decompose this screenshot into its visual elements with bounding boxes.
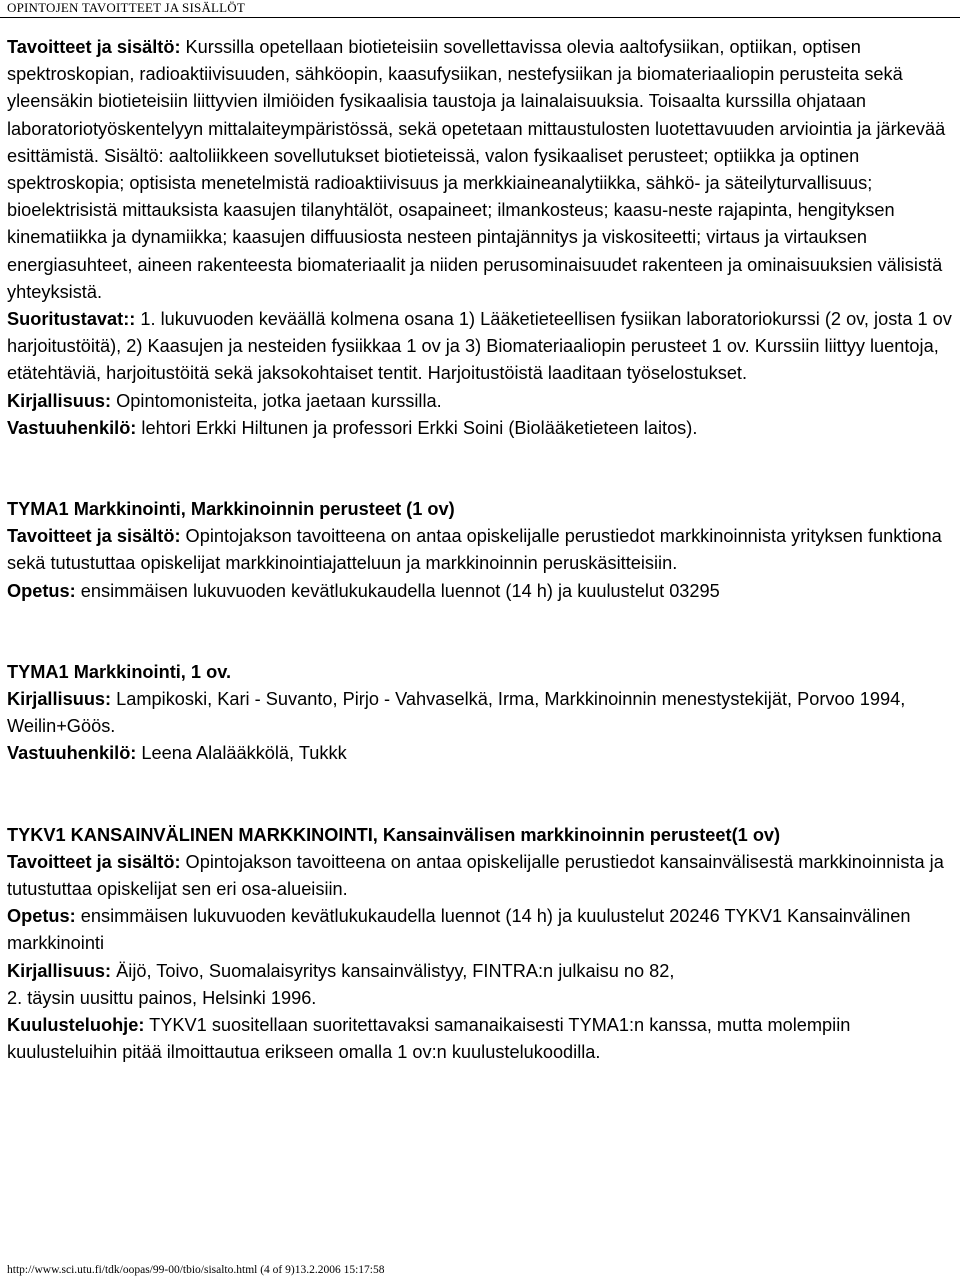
label-literature: Kirjallisuus: xyxy=(7,390,112,411)
label-teaching: Opetus: xyxy=(7,906,76,927)
text-literature: Opintomonisteita, jotka jaetaan kurssilla. xyxy=(111,390,442,411)
label-completion: Suoritustavat:: xyxy=(7,309,136,330)
header-divider xyxy=(0,17,960,18)
course-section-tyma1 xyxy=(7,659,957,768)
text-completion: 1. lukuvuoden keväällä kolmena osana 1) Lääketieteellisen fysiikan laboratoriokurssi (2 ov, josta 1 ov harjoitustöitä), 2) Kaasujen ja nesteiden fysiikkaa 1 ov ja 3) Biomateriaaliopin perusteet 1 ov. Kurssiin liittyy luentoja, etätehtäviä, harjoitustöitä sekä jaksokohtaiset tentit. Harjoitustöistä laaditaan työselostukset. xyxy=(7,309,952,384)
text-goals: Kurssilla opetellaan biotieteisiin sovellettavissa olevia aaltofysiikan, optiikan, optisen spektroskopian, radioaktiivisuuden, sähköopin, kaasufysiikan, nestefysiikan ja biomateriaaliopin perusteita sekä yleensäkin biotieteisiin liittyvien ilmiöiden fysikaalisia taustoja ja lainalaisuuksia. Toisaalta kurssilla ohjataan laboratoriotyöskentelyyn mittalaiteympäristössä, sekä opetetaan mittaustulosten luotettavuuden arviointia ja järkevää esittämistä. Sisältö: aaltoliikkeen sovellutukset biotieteissä, valon fysikaaliset perusteet; optiikka ja optinen spektroskopia; optisista menetelmistä radioaktiivisuus ja merkkiaineanalytiikka, sähkö- ja säteilyturvallisuus; bioelektrisistä mittauksista kaasujen tilanyhtälöt, osapaineet; ilmankosteus; kaasu-neste rajapinta, hengityksen kinematiikka ja dynamiikka; kaasujen diffuusiosta nesteen pintajännitys ja viskositeetti; virtaus ja virtauksen energiasuhteet, aineen rakenteesta biomateriaalit ja niiden perusominaisuudet rakenteen ja ominaisuuksien välisistä yhteyksistä. xyxy=(7,37,946,302)
paragraph-literature xyxy=(7,958,957,985)
course-title: TYKV1 KANSAINVÄLINEN MARKKINOINTI, Kansainvälisen markkinoinnin perusteet(1 ov) xyxy=(7,824,781,845)
label-teaching: Opetus: xyxy=(7,580,76,601)
text-literature: Äijö, Toivo, Suomalaisyritys kansainvälistyy, FINTRA:n julkaisu no 82, xyxy=(111,960,675,981)
paragraph-literature-continued: 2. täysin uusittu painos, Helsinki 1996. xyxy=(7,987,317,1008)
text-responsible: lehtori Erkki Hiltunen ja professori Erkki Soini (Biolääketieteen laitos). xyxy=(136,417,698,438)
text-goals: Opintojakson tavoitteena on antaa opiskelijalle perustiedot markkinoinnista yrityksen funktiona sekä tutustuttaa opiskelijat markkinointiajatteluun ja markkinoinnin peruskäsitteisiin. xyxy=(7,526,942,574)
label-goals: Tavoitteet ja sisältö: xyxy=(7,851,181,872)
page-footer-url: http://www.sci.utu.fi/tdk/oopas/99-00/tbio/sisalto.html (4 of 9)13.2.2006 15:17:58 xyxy=(7,1264,385,1276)
text-teaching: ensimmäisen lukuvuoden kevätlukukaudella luennot (14 h) ja kuulustelut 20246 TYKV1 Kansainvälinen markkinointi xyxy=(7,906,911,954)
text-teaching: ensimmäisen lukuvuoden kevätlukukaudella luennot (14 h) ja kuulustelut 03295 xyxy=(75,580,720,601)
paragraph-literature xyxy=(7,388,957,415)
label-goals: Tavoitteet ja sisältö: xyxy=(7,526,181,547)
label-responsible: Vastuuhenkilö: xyxy=(7,417,137,438)
text-literature: Lampikoski, Kari - Suvanto, Pirjo - Vahvaselkä, Irma, Markkinoinnin menestystekijät, Porvoo 1994, Weilin+Göös. xyxy=(7,689,906,737)
paragraph-goals xyxy=(7,849,957,903)
text-exam-instructions: TYKV1 suositellaan suoritettavaksi samanaikaisesti TYMA1:n kanssa, mutta molempiin kuulusteluihin pitää ilmoittautua erikseen omalla 1 ov:n kuulustelukoodilla. xyxy=(7,1015,851,1063)
course-section-physics xyxy=(7,34,957,442)
paragraph-exam-instructions xyxy=(7,1012,957,1066)
course-title: TYMA1 Markkinointi, Markkinoinnin perusteet (1 ov) xyxy=(7,499,455,520)
label-responsible: Vastuuhenkilö: xyxy=(7,743,137,764)
paragraph-goals xyxy=(7,34,957,306)
label-goals: Tavoitteet ja sisältö: xyxy=(7,37,181,57)
text-responsible: Leena Alalääkkölä, Tukkk xyxy=(136,743,347,764)
label-exam-instructions: Kuulusteluohje: xyxy=(7,1015,145,1036)
course-title: TYMA1 Markkinointi, 1 ov. xyxy=(7,661,232,682)
paragraph-literature xyxy=(7,686,957,740)
course-section-tyma1-basics xyxy=(7,496,957,605)
document-body xyxy=(7,34,957,1067)
paragraph-responsible xyxy=(7,415,957,442)
text-goals: Opintojakson tavoitteena on antaa opiskelijalle perustiedot kansainvälisestä markkinoinnista ja tutustuttaa opiskelijat sen eri osa-alueisiin. xyxy=(7,851,944,900)
course-section-tykv1 xyxy=(7,822,957,1067)
paragraph-completion xyxy=(7,306,957,388)
label-literature: Kirjallisuus: xyxy=(7,960,112,981)
paragraph-teaching xyxy=(7,903,957,957)
paragraph-goals xyxy=(7,523,957,577)
label-literature: Kirjallisuus: xyxy=(7,689,112,710)
page-header: OPINTOJEN TAVOITTEET JA SISÄLLÖT xyxy=(7,0,246,15)
paragraph-responsible xyxy=(7,740,957,767)
paragraph-teaching xyxy=(7,578,957,605)
